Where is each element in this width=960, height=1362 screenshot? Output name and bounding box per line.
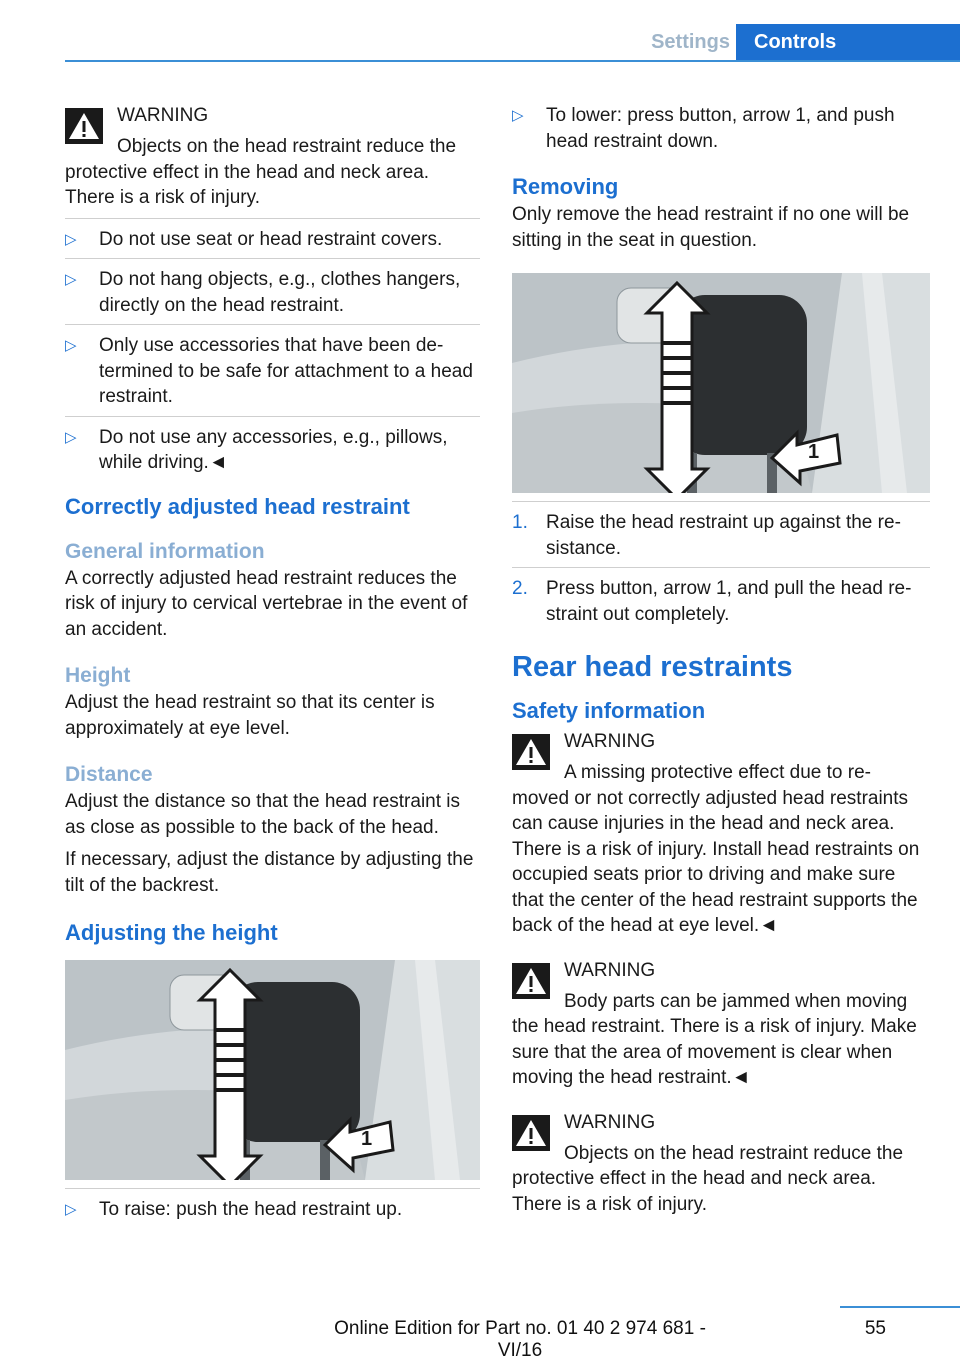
left-column — [65, 100, 480, 1223]
list-item — [65, 218, 480, 253]
warning-text-continued: the head restraint. There is a risk of injury. Make sure that the area of movement is clear when moving the head restraint.◄ — [512, 1016, 917, 1088]
right-column — [512, 100, 930, 1217]
paragraph: Adjust the distance so that the head restraint is as close as possible to the back of the head. — [65, 791, 461, 838]
head-restraint-illustration — [65, 960, 480, 1180]
subsection-heading: General information — [65, 539, 265, 563]
list-item — [65, 1188, 480, 1223]
numbered-step — [512, 501, 930, 561]
triangle-bullet-icon: ▷ — [65, 1201, 77, 1218]
warning-triangle-icon — [512, 734, 550, 770]
warning-text-continued: moved or not correctly adjusted head restraints can cause injuries in the head and neck area. There is a risk of injury. Install head restraints on occupied seats prior to driving and make sure that the center of the head restraint supports the back of the head at eye level.◄ — [512, 787, 920, 936]
step-text: Raise the head restraint up against the resistance. — [546, 512, 901, 559]
list-item-text: To lower: press button, arrow 1, and push head restraint down. — [546, 105, 895, 152]
warning-text-continued: protective effect in the head and neck area. There is a risk of injury. — [65, 161, 430, 208]
list-item — [65, 324, 480, 410]
warning-triangle-icon — [512, 1115, 550, 1151]
paragraph: A correctly adjusted head restraint reduces the risk of injury to cervical vertebrae in the event of an accident. — [65, 567, 468, 640]
header-rule — [65, 60, 960, 62]
warning-triangle-icon — [65, 108, 103, 144]
list-item-text: Do not use any accessories, e.g., pillows, while driving.◄ — [99, 426, 448, 473]
warning-text-continued: protective effect in the head and neck area. There is a risk of injury. — [512, 1168, 877, 1215]
warning-title: WARNING — [564, 1111, 656, 1133]
head-restraint-figure — [65, 960, 480, 1180]
warning-box — [65, 100, 480, 160]
list-item-text: Only use accessories that have been determined to be safe for attachment to a head restraint. — [99, 335, 473, 407]
list-item-text: Do not use seat or head restraint covers. — [99, 228, 443, 250]
triangle-bullet-icon: ▷ — [65, 230, 77, 248]
warning-text: Objects on the head restraint reduce the — [117, 136, 457, 157]
head-restraint-illustration — [512, 273, 930, 493]
warning-title: WARNING — [564, 959, 656, 981]
list-item-text: To raise: push the head restraint up. — [99, 1199, 403, 1220]
list-item-text: Do not hang objects, e.g., clothes hangers, directly on the head restraint. — [99, 269, 461, 316]
warning-text: Body parts can be jammed when moving — [564, 990, 908, 1012]
warning-text: A missing protective effect due to re- — [564, 762, 871, 783]
header-section-label: Settings — [651, 31, 730, 53]
step-text: Press button, arrow 1, and pull the head restraint out completely. — [546, 578, 912, 625]
list-item — [65, 258, 480, 318]
paragraph: If necessary, adjust the distance by adjusting the tilt of the backrest. — [65, 849, 474, 896]
triangle-bullet-icon: ▷ — [65, 271, 77, 288]
subsection-heading: Distance — [65, 763, 153, 786]
paragraph: Adjust the head restraint so that its center is approximately at eye level. — [65, 692, 435, 739]
subsection-heading: Height — [65, 664, 131, 687]
triangle-bullet-icon: ▷ — [512, 107, 524, 124]
paragraph: Only remove the head restraint if no one will be sitting in the seat in question. — [512, 204, 910, 251]
warning-box — [512, 1107, 930, 1167]
figure-callout-label: 1 — [808, 441, 820, 463]
section-heading: Correctly adjusted head restraint — [65, 493, 410, 519]
warning-title: WARNING — [117, 105, 209, 126]
footer-edition-text: Online Edition for Part no. 01 40 2 974 681 - VI/16 — [334, 1318, 706, 1361]
header-chapter-tab: Controls — [736, 24, 960, 62]
footer-rule — [840, 1306, 960, 1308]
list-item — [512, 100, 930, 154]
section-heading: Adjusting the height — [65, 920, 278, 945]
warning-box — [512, 955, 930, 1015]
section-heading: Removing — [512, 174, 619, 199]
list-item — [65, 416, 480, 476]
warning-triangle-icon — [512, 963, 550, 999]
warning-text: Objects on the head restraint reduce the — [564, 1142, 904, 1164]
triangle-bullet-icon: ▷ — [65, 428, 77, 446]
step-number: 2. — [512, 578, 528, 599]
page-number: 55 — [864, 1318, 886, 1339]
figure-callout-label: 1 — [361, 1128, 373, 1150]
section-heading: Safety information — [512, 698, 706, 723]
numbered-step — [512, 567, 930, 627]
triangle-bullet-icon: ▷ — [65, 337, 77, 354]
step-number: 1. — [512, 512, 528, 533]
warning-box — [512, 726, 930, 786]
head-restraint-figure — [512, 273, 930, 493]
chapter-heading: Rear head restraints — [512, 651, 793, 683]
warning-title: WARNING — [564, 731, 656, 752]
